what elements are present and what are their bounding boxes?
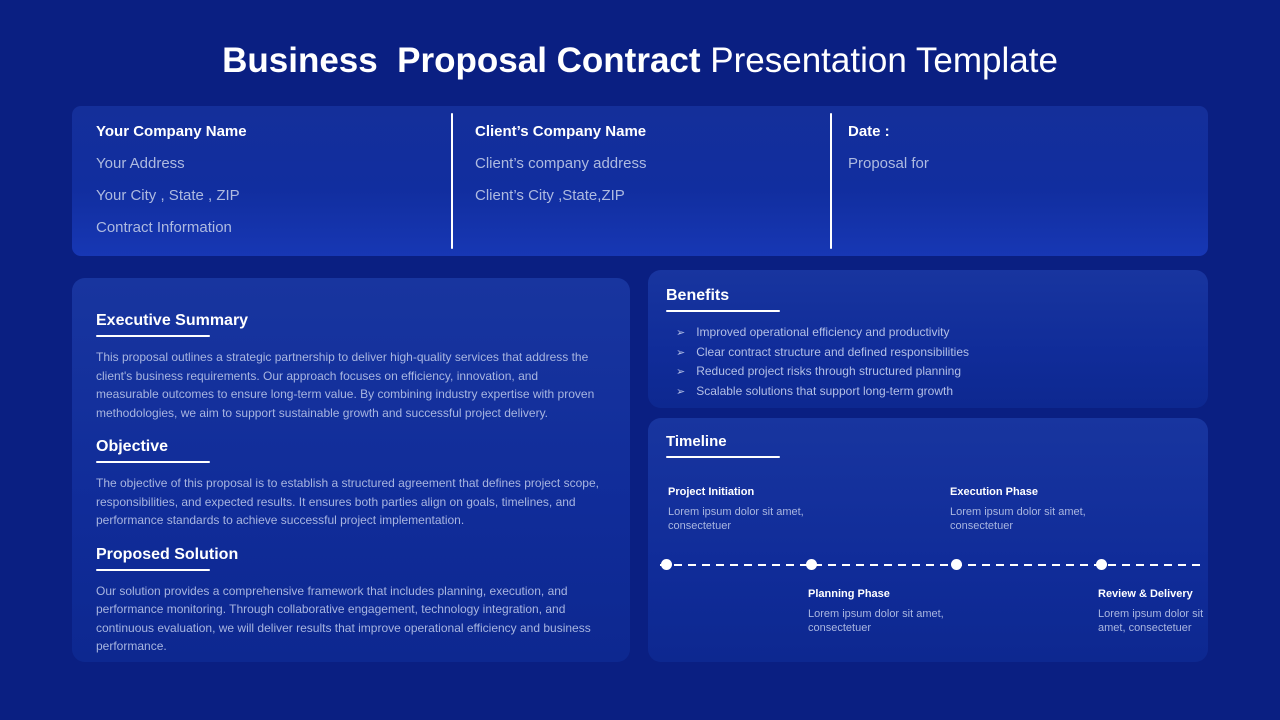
your-address: Your Address bbox=[96, 155, 185, 172]
milestone-title: Project Initiation bbox=[668, 486, 755, 498]
milestone-description: Lorem ipsum dolor sit amet, consectetuer bbox=[1098, 608, 1204, 634]
milestone-description: Lorem ipsum dolor sit amet, consectetuer bbox=[808, 608, 944, 634]
section-proposed-solution bbox=[96, 545, 604, 656]
heading-underline bbox=[96, 569, 210, 571]
page-title-light: Presentation Template bbox=[710, 41, 1058, 80]
client-company-heading: Client’s Company Name bbox=[475, 123, 647, 140]
info-column-client-company bbox=[453, 106, 830, 256]
heading-underline bbox=[96, 461, 210, 463]
section-executive-summary bbox=[96, 311, 604, 422]
your-company-heading: Your Company Name bbox=[96, 123, 247, 140]
list-item bbox=[666, 382, 1188, 402]
benefit-text: Clear contract structure and defined responsibilities bbox=[696, 344, 970, 359]
contract-information: Contract Information bbox=[96, 219, 232, 236]
list-item bbox=[666, 323, 1188, 343]
summary-panel bbox=[72, 278, 630, 662]
benefits-heading: Benefits bbox=[666, 287, 730, 304]
benefit-text: Reduced project risks through structured planning bbox=[696, 364, 962, 379]
timeline-dot bbox=[661, 559, 672, 570]
benefit-text: Improved operational efficiency and productivity bbox=[696, 325, 950, 339]
client-address: Client’s company address bbox=[475, 155, 647, 172]
info-column-your-company bbox=[72, 106, 451, 256]
timeline-heading: Timeline bbox=[666, 433, 727, 450]
proposed-solution-heading: Proposed Solution bbox=[96, 545, 239, 563]
heading-underline bbox=[96, 335, 210, 337]
arrow-bullet-icon: ➢ bbox=[676, 327, 686, 339]
page-title-bold: Business Proposal Contract bbox=[222, 41, 701, 80]
section-objective bbox=[96, 437, 604, 530]
executive-summary-body: This proposal outlines a strategic partnership to deliver high-quality services that address the client's business requirements. Our approach focuses on efficiency, innovation, and measurable outcomes to ensure long-term value. By combining industry expertise with proven methodologies, we aim to support sustainable growth and successful project delivery. bbox=[96, 350, 595, 420]
milestone-description: Lorem ipsum dolor sit amet, consectetuer bbox=[950, 506, 1086, 532]
timeline-panel bbox=[648, 418, 1208, 662]
arrow-bullet-icon: ➢ bbox=[676, 346, 686, 359]
milestone-description: Lorem ipsum dolor sit amet, consectetuer bbox=[668, 506, 804, 532]
milestone-planning-phase bbox=[808, 588, 958, 635]
arrow-bullet-icon: ➢ bbox=[676, 386, 686, 399]
client-city-state-zip: Client’s City ,State,ZIP bbox=[475, 187, 625, 204]
info-bar bbox=[72, 106, 1208, 256]
milestone-review-delivery bbox=[1098, 588, 1206, 635]
milestone-project-initiation bbox=[668, 486, 818, 533]
timeline-dot bbox=[1096, 559, 1107, 570]
proposed-solution-body: Our solution provides a comprehensive framework that includes planning, execution, and performance monitoring. Through collaborative engagement, technology integration, and continuous evaluation, we will deliver results that improve operational efficiency and business performance. bbox=[96, 583, 591, 653]
timeline-dot bbox=[806, 559, 817, 570]
benefits-list bbox=[666, 323, 1188, 402]
objective-heading: Objective bbox=[96, 438, 169, 455]
heading-underline bbox=[666, 310, 780, 312]
milestone-title: Execution Phase bbox=[950, 486, 1039, 498]
executive-summary-heading: Executive Summary bbox=[96, 312, 249, 329]
date-heading: Date : bbox=[848, 123, 890, 140]
proposal-for: Proposal for bbox=[848, 155, 929, 172]
timeline-dashed-line bbox=[660, 564, 1206, 566]
milestone-title: Planning Phase bbox=[808, 588, 890, 600]
benefit-text: Scalable solutions that support long-term growth bbox=[696, 384, 954, 399]
page-title bbox=[0, 40, 1280, 82]
arrow-bullet-icon: ➢ bbox=[676, 366, 686, 379]
info-column-date bbox=[832, 106, 1208, 256]
benefits-panel bbox=[648, 270, 1208, 408]
list-item bbox=[666, 343, 1188, 363]
your-city-state-zip: Your City , State , ZIP bbox=[96, 187, 240, 204]
heading-underline bbox=[666, 456, 780, 458]
list-item bbox=[666, 362, 1188, 382]
timeline-dot bbox=[951, 559, 962, 570]
milestone-execution-phase bbox=[950, 486, 1100, 533]
milestone-title: Review & Delivery bbox=[1098, 588, 1193, 600]
objective-body: The objective of this proposal is to establish a structured agreement that defines project scope, responsibilities, and expected results. It ensures both parties align on goals, timelines, and performance standards to achieve successful project implementation. bbox=[96, 476, 599, 527]
